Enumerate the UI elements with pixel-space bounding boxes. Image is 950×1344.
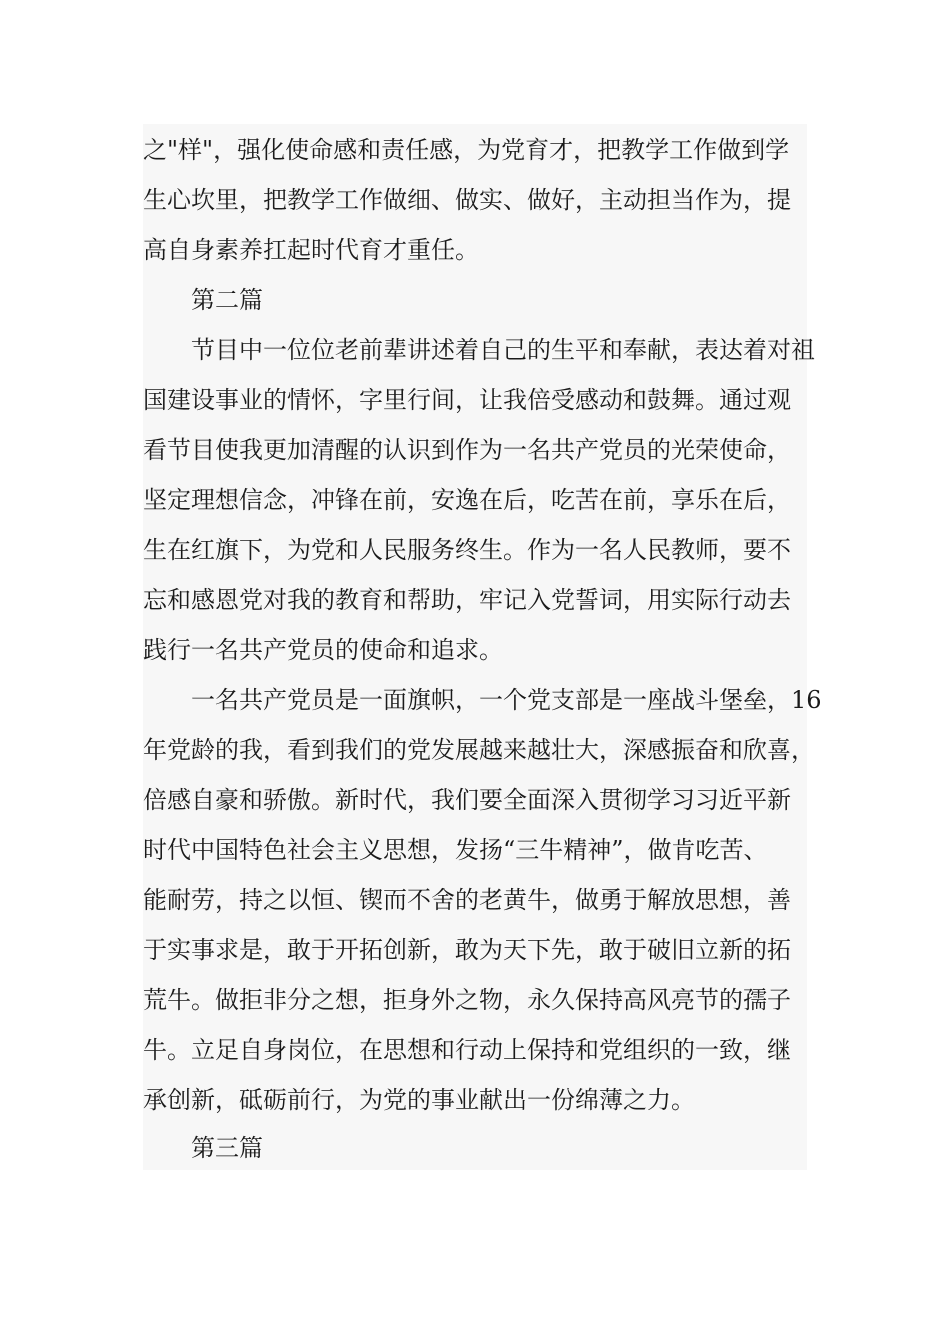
- text-line: 能耐劳，持之以恒、锲而不舍的老黄牛，做勇于解放思想，善: [143, 886, 791, 914]
- text-line: 忘和感恩党对我的教育和帮助，牢记入党誓词，用实际行动去: [143, 586, 791, 614]
- text-line: 年党龄的我，看到我们的党发展越来越壮大，深感振奋和欣喜，: [143, 736, 815, 764]
- text-line: 生在红旗下，为党和人民服务终生。作为一名人民教师，要不: [143, 536, 791, 564]
- text-line: 牛。立足自身岗位，在思想和行动上保持和党组织的一致，继: [143, 1036, 791, 1064]
- text-line: 看节目使我更加清醒的认识到作为一名共产党员的光荣使命，: [143, 436, 791, 464]
- text-line: 践行一名共产党员的使命和追求。: [143, 636, 503, 664]
- section-heading: 第二篇: [143, 286, 263, 314]
- text-line: 时代中国特色社会主义思想，发扬“三牛精神”，做肯吃苦、: [143, 836, 768, 864]
- section-heading: 第三篇: [143, 1134, 263, 1162]
- document-text-block: [143, 124, 822, 1170]
- text-line: 高自身素养扛起时代育才重任。: [143, 236, 479, 264]
- text-line: 生心坎里，把教学工作做细、做实、做好，主动担当作为，提: [143, 186, 791, 214]
- text-line: 国建设事业的情怀，字里行间，让我倍受感动和鼓舞。通过观: [143, 386, 791, 414]
- text-line: 之"样"，强化使命感和责任感，为党育才，把教学工作做到学: [143, 136, 790, 164]
- text-line: 坚定理想信念，冲锋在前，安逸在后，吃苦在前，享乐在后，: [143, 486, 791, 514]
- text-line: 承创新，砥砺前行，为党的事业献出一份绵薄之力。: [143, 1086, 695, 1114]
- text-line: 于实事求是，敢于开拓创新，敢为天下先，敢于破旧立新的拓: [143, 936, 791, 964]
- text-line: 一名共产党员是一面旗帜，一个党支部是一座战斗堡垒，16: [143, 686, 822, 714]
- text-line: 节目中一位位老前辈讲述着自己的生平和奉献，表达着对祖: [143, 336, 815, 364]
- text-line: 荒牛。做拒非分之想，拒身外之物，永久保持高风亮节的孺子: [143, 986, 791, 1014]
- text-line: 倍感自豪和骄傲。新时代，我们要全面深入贯彻学习习近平新: [143, 786, 791, 814]
